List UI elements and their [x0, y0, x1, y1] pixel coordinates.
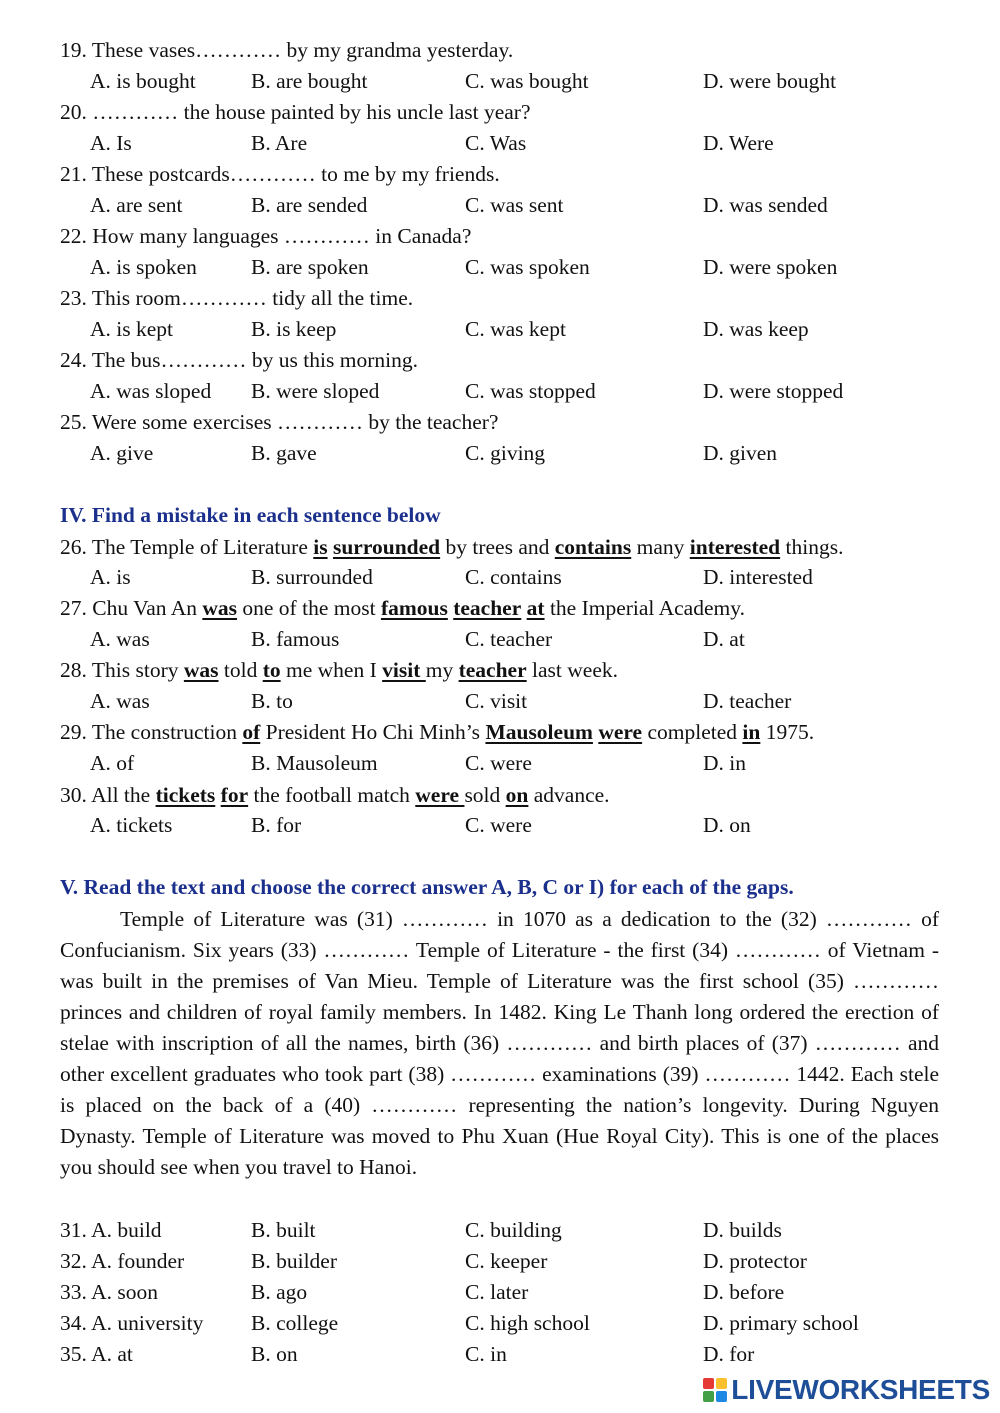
- q32-option-c[interactable]: C. keeper: [465, 1249, 548, 1273]
- q23-option-c[interactable]: C. was kept: [465, 317, 566, 341]
- q19-option-b[interactable]: B. are bought: [251, 69, 368, 93]
- q33-option-c[interactable]: C. later: [465, 1280, 529, 1304]
- liveworksheets-logo-text: LIVEWORKSHEETS: [731, 1374, 990, 1405]
- q20-option-c[interactable]: C. Was: [465, 131, 527, 155]
- logo-square-1: [703, 1378, 714, 1389]
- q29-option-b[interactable]: B. Mausoleum: [251, 751, 378, 775]
- question-23: 23. This room………… tidy all the time.: [60, 286, 414, 310]
- q22-option-d[interactable]: D. were spoken: [703, 255, 838, 279]
- q34-option-c[interactable]: C. high school: [465, 1311, 590, 1335]
- q20-option-b[interactable]: B. Are: [251, 131, 308, 155]
- logo-square-3: [703, 1391, 714, 1402]
- q26-option-a[interactable]: A. is: [90, 565, 131, 589]
- q30-option-c[interactable]: C. were: [465, 813, 532, 837]
- q24-option-a[interactable]: A. was sloped: [90, 379, 212, 403]
- q32-option-a[interactable]: 32. A. founder: [60, 1249, 185, 1273]
- q21-option-a[interactable]: A. are sent: [90, 193, 183, 217]
- section-iv-heading: IV. Find a mistake in each sentence below: [60, 503, 441, 527]
- q22-option-a[interactable]: A. is spoken: [90, 255, 197, 279]
- q35-option-d[interactable]: D. for: [703, 1342, 755, 1366]
- q24-option-c[interactable]: C. was stopped: [465, 379, 596, 403]
- q30-option-a[interactable]: A. tickets: [90, 813, 173, 837]
- q27-option-c[interactable]: C. teacher: [465, 627, 553, 651]
- q32-option-b[interactable]: B. builder: [251, 1249, 337, 1273]
- q25-option-b[interactable]: B. gave: [251, 441, 317, 465]
- q26-option-d[interactable]: D. interested: [703, 565, 813, 589]
- q22-option-c[interactable]: C. was spoken: [465, 255, 590, 279]
- q21-option-b[interactable]: B. are sended: [251, 193, 368, 217]
- q19-option-c[interactable]: C. was bought: [465, 69, 589, 93]
- q27-option-b[interactable]: B. famous: [251, 627, 340, 651]
- q26-option-c[interactable]: C. contains: [465, 565, 562, 589]
- q30-option-b[interactable]: B. for: [251, 813, 302, 837]
- question-30: 30. All the tickets for the football match were sold on advance.: [60, 783, 610, 807]
- q24-option-d[interactable]: D. were stopped: [703, 379, 844, 403]
- q30-option-d[interactable]: D. on: [703, 813, 751, 837]
- q24-option-b[interactable]: B. were sloped: [251, 379, 380, 403]
- q27-option-d[interactable]: D. at: [703, 627, 745, 651]
- question-28: 28. This story was told to me when I visit my teacher last week.: [60, 658, 618, 682]
- question-21: 21. These postcards………… to me by my friends.: [60, 162, 500, 186]
- q25-option-a[interactable]: A. give: [90, 441, 154, 465]
- q34-option-d[interactable]: D. primary school: [703, 1311, 859, 1335]
- q28-option-c[interactable]: C. visit: [465, 689, 528, 713]
- logo-square-2: [716, 1378, 727, 1389]
- liveworksheets-logo: [703, 1373, 990, 1407]
- reading-passage: Temple of Literature was (31) ………… in 1070 as a dedication to the (32) ………… of Confucianism. Six years (33) ………… Temple of Literature - the first (34) ………… of Vietnam - was built in the premises of Van Mieu. Temple of Literature was the first school (35) ………… princes and children of royal family members. In 1482. King Le Thanh long ordered the erection of stelae with inscription of all the names, birth (36) ………… and birth places of (37) ………… and other excellent graduates who took part (38) ………… examinations (39) ………… 1442. Each stele is placed on the back of a (40) ………… representing the nation’s longevity. During Nguyen Dynasty. Temple of Literature was moved to Phu Xuan (Hue Royal City). This is one of the places you should see when you travel to Hanoi.: [60, 907, 939, 1179]
- q19-option-a[interactable]: A. is bought: [90, 69, 196, 93]
- question-25: 25. Were some exercises ………… by the teacher?: [60, 410, 499, 434]
- section-v-heading: V. Read the text and choose the correct answer A, B, C or I) for each of the gaps.: [60, 875, 794, 899]
- q20-option-a[interactable]: A. Is: [90, 131, 132, 155]
- q29-option-a[interactable]: A. of: [90, 751, 135, 775]
- liveworksheets-logo-icon: [703, 1378, 727, 1402]
- q20-option-d[interactable]: D. Were: [703, 131, 774, 155]
- q31-option-c[interactable]: C. building: [465, 1218, 562, 1242]
- q23-option-b[interactable]: B. is keep: [251, 317, 337, 341]
- q28-option-d[interactable]: D. teacher: [703, 689, 792, 713]
- q23-option-d[interactable]: D. was keep: [703, 317, 809, 341]
- q35-option-c[interactable]: C. in: [465, 1342, 507, 1366]
- q21-option-c[interactable]: C. was sent: [465, 193, 564, 217]
- question-24: 24. The bus………… by us this morning.: [60, 348, 418, 372]
- q33-option-b[interactable]: B. ago: [251, 1280, 308, 1304]
- q35-option-a[interactable]: 35. A. at: [60, 1342, 133, 1366]
- q19-option-d[interactable]: D. were bought: [703, 69, 837, 93]
- logo-square-4: [716, 1391, 727, 1402]
- q31-option-d[interactable]: D. builds: [703, 1218, 782, 1242]
- q29-option-c[interactable]: C. were: [465, 751, 532, 775]
- q22-option-b[interactable]: B. are spoken: [251, 255, 369, 279]
- q34-option-b[interactable]: B. college: [251, 1311, 339, 1335]
- question-29: 29. The construction of President Ho Chi Minh’s Mausoleum were completed in 1975.: [60, 720, 815, 744]
- q29-option-d[interactable]: D. in: [703, 751, 746, 775]
- q27-option-a[interactable]: A. was: [90, 627, 150, 651]
- question-22: 22. How many languages ………… in Canada?: [60, 224, 472, 248]
- q23-option-a[interactable]: A. is kept: [90, 317, 174, 341]
- q33-option-d[interactable]: D. before: [703, 1280, 785, 1304]
- question-27: 27. Chu Van An was one of the most famous teacher at the Imperial Academy.: [60, 596, 745, 620]
- q28-option-a[interactable]: A. was: [90, 689, 150, 713]
- question-19: 19. These vases………… by my grandma yesterday.: [60, 38, 514, 62]
- q35-option-b[interactable]: B. on: [251, 1342, 298, 1366]
- question-20: 20. ………… the house painted by his uncle last year?: [60, 100, 531, 124]
- q25-option-c[interactable]: C. giving: [465, 441, 546, 465]
- q32-option-d[interactable]: D. protector: [703, 1249, 807, 1273]
- q31-option-a[interactable]: 31. A. build: [60, 1218, 162, 1242]
- question-26: 26. The Temple of Literature is surrounded by trees and contains many interested things.: [60, 535, 844, 559]
- q25-option-d[interactable]: D. given: [703, 441, 778, 465]
- q26-option-b[interactable]: B. surrounded: [251, 565, 373, 589]
- q34-option-a[interactable]: 34. A. university: [60, 1311, 204, 1335]
- q31-option-b[interactable]: B. built: [251, 1218, 316, 1242]
- q33-option-a[interactable]: 33. A. soon: [60, 1280, 158, 1304]
- q21-option-d[interactable]: D. was sended: [703, 193, 828, 217]
- q28-option-b[interactable]: B. to: [251, 689, 293, 713]
